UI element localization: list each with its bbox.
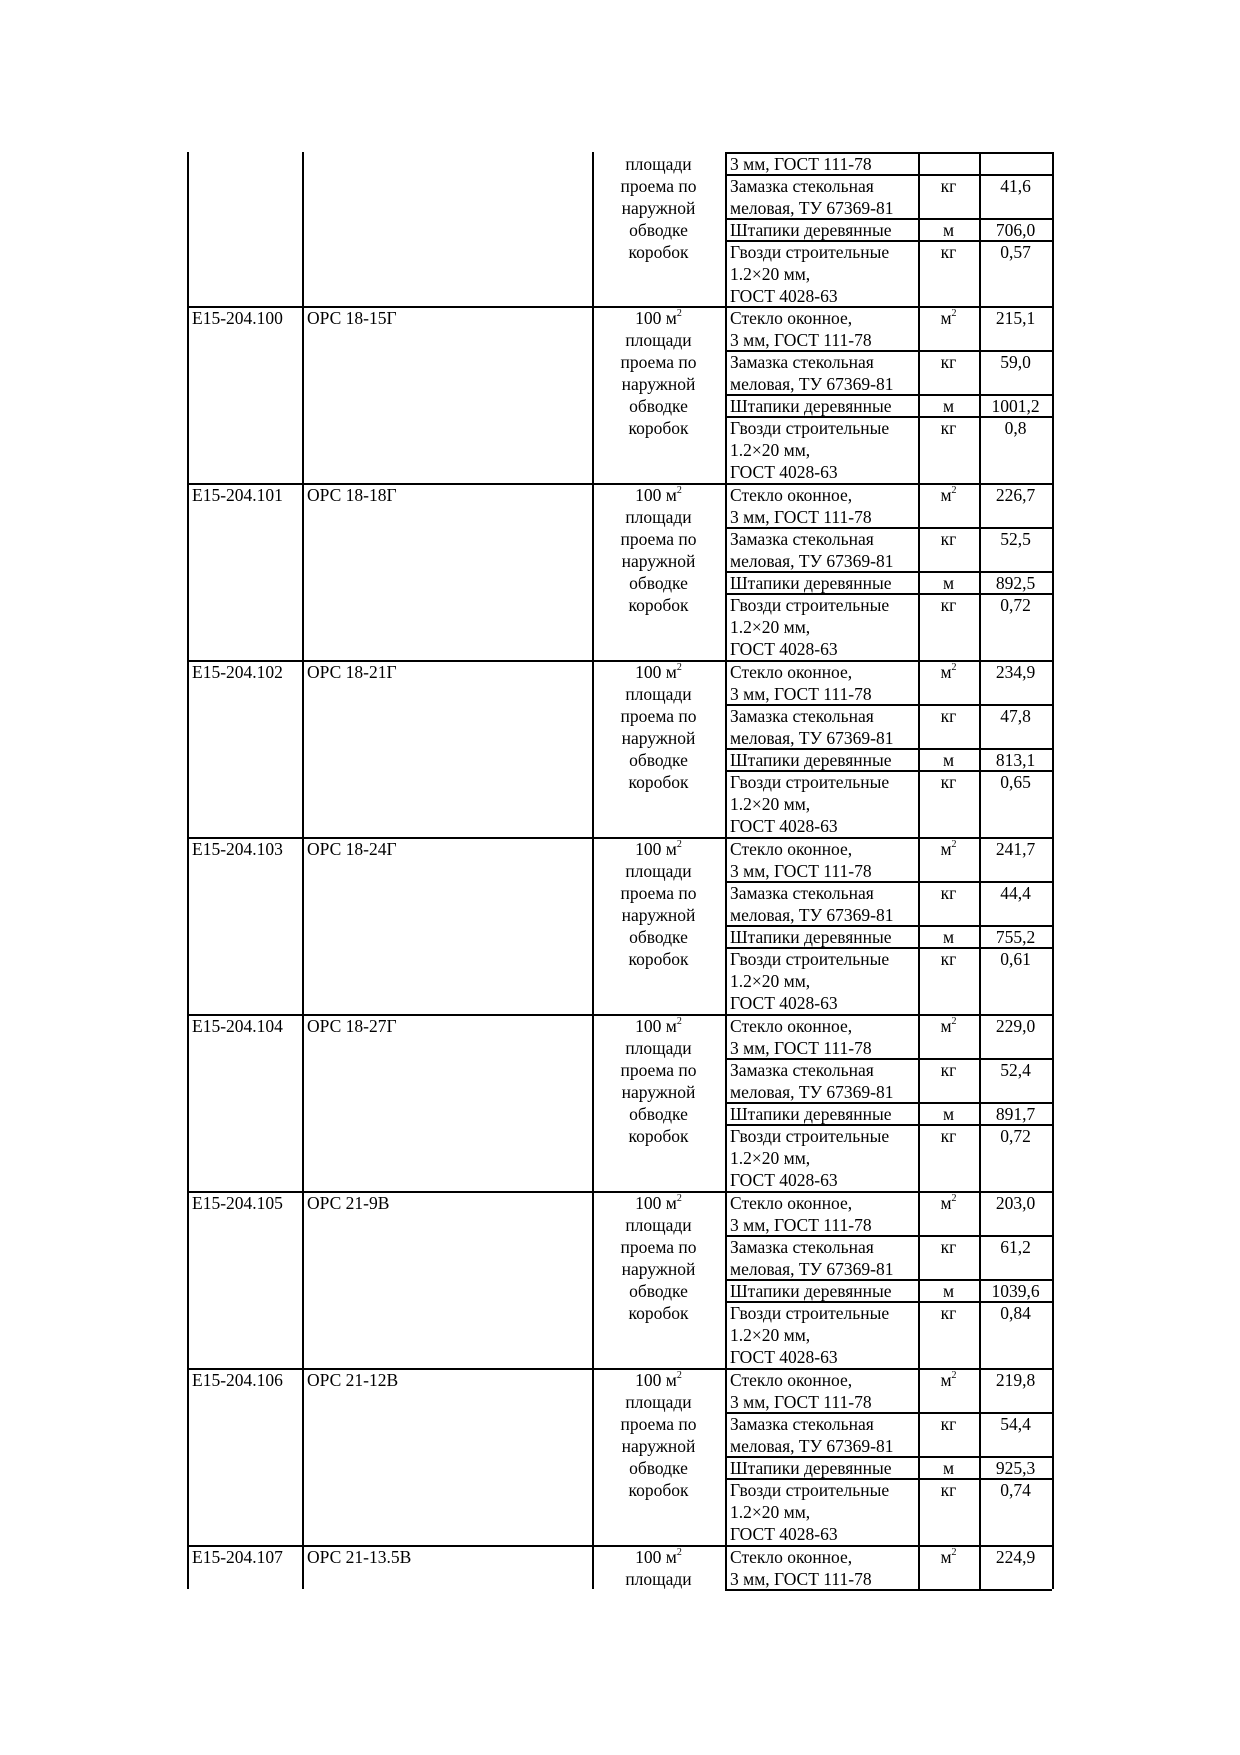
column-border	[725, 152, 727, 1589]
unit-cell-text: обводке	[629, 573, 688, 593]
norm-name: ОРС 18-27Г	[307, 1016, 397, 1036]
unit-of-measure: м	[942, 573, 955, 593]
unit-of-measure: кг	[940, 949, 957, 969]
material-name: Штапики деревянные	[730, 1458, 892, 1478]
unit-cell-text: проема по	[620, 352, 697, 372]
material-name: Гвозди строительные	[730, 1303, 890, 1323]
quantity-value: 0,84	[1000, 1303, 1031, 1323]
unit-cell-text: проема по	[620, 529, 697, 549]
unit-cell-text: наружной	[621, 374, 696, 394]
unit-cell-text-superscript: 2	[676, 839, 682, 851]
unit-cell-text: обводке	[629, 1281, 688, 1301]
norm-name: ОРС 18-18Г	[307, 485, 397, 505]
material-name: ГОСТ 4028-63	[730, 816, 838, 836]
unit-of-measure: м	[942, 927, 955, 947]
unit-of-measure: м	[942, 1458, 955, 1478]
unit-of-measure: кг	[940, 1126, 957, 1146]
material-name: Штапики деревянные	[730, 396, 892, 416]
unit-of-measure: $м^2$	[940, 1193, 957, 1213]
material-name: Гвозди строительные	[730, 1126, 890, 1146]
unit-of-measure-superscript: 2	[951, 308, 957, 320]
unit-cell-text-superscript: 2	[676, 485, 682, 497]
quantity-value: 0,57	[1000, 242, 1031, 262]
material-name: 3 мм, ГОСТ 111-78	[730, 684, 872, 704]
unit-of-measure: кг	[940, 1414, 957, 1434]
material-row-border	[725, 704, 1052, 706]
norm-name: ОРС 21-13.5В	[307, 1547, 412, 1567]
unit-cell-text-superscript: 2	[676, 1370, 682, 1382]
quantity-value: 925,3	[995, 1458, 1036, 1478]
unit-of-measure: $м^2$	[940, 1016, 957, 1036]
norm-code: Е15-204.107	[192, 1547, 283, 1567]
material-name: ГОСТ 4028-63	[730, 993, 838, 1013]
unit-cell-text: 100 $м^2$	[635, 1547, 682, 1567]
quantity-value: 52,4	[1000, 1060, 1031, 1080]
material-row-border	[725, 881, 1052, 883]
unit-cell-text: обводке	[629, 396, 688, 416]
norm-code: Е15-204.103	[192, 839, 283, 859]
material-row-border	[725, 770, 1052, 772]
unit-of-measure: кг	[940, 1480, 957, 1500]
unit-of-measure: кг	[940, 772, 957, 792]
material-name: Замазка стекольная	[730, 352, 874, 372]
material-name: меловая, ТУ 67369-81	[730, 551, 894, 571]
unit-cell-text: 100 $м^2$	[635, 1193, 682, 1213]
unit-cell-text: площади	[625, 1215, 692, 1235]
unit-of-measure: $м^2$	[940, 662, 957, 682]
column-border	[918, 152, 920, 1589]
unit-cell-text: 100 $м^2$	[635, 1016, 682, 1036]
unit-of-measure: кг	[940, 529, 957, 549]
material-row-border	[725, 1124, 1052, 1126]
unit-cell-text: проема по	[620, 176, 697, 196]
material-name: ГОСТ 4028-63	[730, 1347, 838, 1367]
material-row-border	[725, 350, 1052, 352]
material-row-border	[725, 1456, 1052, 1458]
norm-code: Е15-204.106	[192, 1370, 283, 1390]
material-row-border	[725, 240, 1052, 242]
material-name: Гвозди строительные	[730, 772, 890, 792]
material-row-border	[725, 394, 1052, 396]
material-row-border	[725, 593, 1052, 595]
material-name: Гвозди строительные	[730, 1480, 890, 1500]
material-name: Стекло оконное,	[730, 839, 853, 859]
material-name: меловая, ТУ 67369-81	[730, 905, 894, 925]
unit-of-measure: кг	[940, 883, 957, 903]
unit-of-measure: кг	[940, 352, 957, 372]
unit-cell-text: коробок	[628, 1303, 689, 1323]
unit-cell-text: проема по	[620, 1414, 697, 1434]
unit-cell-text: обводке	[629, 750, 688, 770]
quantity-value: 891,7	[995, 1104, 1036, 1124]
column-border	[979, 152, 981, 1589]
quantity-value: 47,8	[1000, 706, 1031, 726]
material-name: Штапики деревянные	[730, 1281, 892, 1301]
unit-cell-text: площади	[625, 684, 692, 704]
unit-cell-text: проема по	[620, 883, 697, 903]
unit-cell-text: площади	[625, 1038, 692, 1058]
material-name: 3 мм, ГОСТ 111-78	[730, 861, 872, 881]
unit-of-measure: кг	[940, 242, 957, 262]
unit-cell-text: 100 $м^2$	[635, 308, 682, 328]
unit-cell-text: наружной	[621, 1436, 696, 1456]
material-name: Гвозди строительные	[730, 418, 890, 438]
quantity-value: 219,8	[995, 1370, 1036, 1390]
quantity-value: 234,9	[995, 662, 1036, 682]
material-row-border	[725, 571, 1052, 573]
material-name: 1.2×20 мм,	[730, 1502, 811, 1522]
quantity-value: 224,9	[995, 1547, 1036, 1567]
material-row-border	[725, 1478, 1052, 1480]
unit-of-measure: $м^2$	[940, 1370, 957, 1390]
unit-of-measure: $м^2$	[940, 839, 957, 859]
material-name: Штапики деревянные	[730, 927, 892, 947]
unit-cell-text: обводке	[629, 1104, 688, 1124]
material-name: Стекло оконное,	[730, 1193, 853, 1213]
material-name: Стекло оконное,	[730, 662, 853, 682]
quantity-value: 0,74	[1000, 1480, 1031, 1500]
column-border	[1052, 152, 1054, 1589]
unit-of-measure: м	[942, 1104, 955, 1124]
norm-code: Е15-204.104	[192, 1016, 283, 1036]
quantity-value: 706,0	[995, 220, 1036, 240]
unit-of-measure: кг	[940, 1237, 957, 1257]
material-name: меловая, ТУ 67369-81	[730, 1082, 894, 1102]
unit-cell-text: площади	[625, 1569, 692, 1589]
material-row-border	[725, 1412, 1052, 1414]
unit-of-measure-superscript: 2	[951, 1547, 957, 1559]
unit-cell-text: коробок	[628, 418, 689, 438]
quantity-value: 1001,2	[991, 396, 1040, 416]
quantity-value: 229,0	[995, 1016, 1036, 1036]
unit-cell-text: площади	[625, 330, 692, 350]
unit-cell-text: 100 $м^2$	[635, 839, 682, 859]
material-name: ГОСТ 4028-63	[730, 1524, 838, 1544]
quantity-value: 755,2	[995, 927, 1036, 947]
material-name: ГОСТ 4028-63	[730, 286, 838, 306]
material-name: ГОСТ 4028-63	[730, 639, 838, 659]
norm-name: ОРС 18-21Г	[307, 662, 397, 682]
norm-name: ОРС 21-9В	[307, 1193, 390, 1213]
unit-cell-text: наружной	[621, 728, 696, 748]
material-name: Стекло оконное,	[730, 1370, 853, 1390]
material-row-border	[725, 1235, 1052, 1237]
unit-cell-text: площади	[625, 861, 692, 881]
material-name: Замазка стекольная	[730, 706, 874, 726]
material-name: меловая, ТУ 67369-81	[730, 728, 894, 748]
material-name: Замазка стекольная	[730, 1237, 874, 1257]
quantity-value: 54,4	[1000, 1414, 1031, 1434]
material-name: Гвозди строительные	[730, 949, 890, 969]
material-name: меловая, ТУ 67369-81	[730, 198, 894, 218]
material-row-border	[725, 174, 1052, 176]
material-name: Штапики деревянные	[730, 1104, 892, 1124]
quantity-value: 0,8	[1004, 418, 1027, 438]
unit-cell-text: наружной	[621, 551, 696, 571]
unit-of-measure-superscript: 2	[951, 662, 957, 674]
material-name: Замазка стекольная	[730, 529, 874, 549]
unit-cell-text: коробок	[628, 242, 689, 262]
unit-of-measure-superscript: 2	[951, 839, 957, 851]
material-name: Замазка стекольная	[730, 883, 874, 903]
unit-cell-text: обводке	[629, 927, 688, 947]
material-row-border	[725, 1102, 1052, 1104]
material-row-border	[725, 1279, 1052, 1281]
unit-cell-text-superscript: 2	[676, 308, 682, 320]
material-row-border	[725, 748, 1052, 750]
unit-cell-text: площади	[625, 507, 692, 527]
material-name: 1.2×20 мм,	[730, 617, 811, 637]
norm-name: ОРС 18-15Г	[307, 308, 397, 328]
quantity-value: 203,0	[995, 1193, 1036, 1213]
material-name: Стекло оконное,	[730, 485, 853, 505]
quantity-value: 0,72	[1000, 595, 1031, 615]
unit-of-measure-superscript: 2	[951, 485, 957, 497]
norm-code: Е15-204.101	[192, 485, 283, 505]
quantity-value: 52,5	[1000, 529, 1031, 549]
unit-of-measure: м	[942, 1281, 955, 1301]
unit-of-measure: $м^2$	[940, 485, 957, 505]
unit-of-measure: кг	[940, 595, 957, 615]
norm-code: Е15-204.100	[192, 308, 283, 328]
unit-of-measure: кг	[940, 176, 957, 196]
material-name: 1.2×20 мм,	[730, 1148, 811, 1168]
unit-cell-text: площади	[625, 154, 692, 174]
unit-cell-text: наружной	[621, 198, 696, 218]
unit-cell-text: проема по	[620, 1060, 697, 1080]
material-row-border	[725, 947, 1052, 949]
unit-cell-text: проема по	[620, 1237, 697, 1257]
quantity-value: 215,1	[995, 308, 1036, 328]
quantity-value: 0,65	[1000, 772, 1031, 792]
material-name: 3 мм, ГОСТ 111-78	[730, 1038, 872, 1058]
quantity-value: 0,72	[1000, 1126, 1031, 1146]
unit-cell-text: коробок	[628, 1126, 689, 1146]
material-name: Замазка стекольная	[730, 176, 874, 196]
material-name: Стекло оконное,	[730, 308, 853, 328]
quantity-value: 813,1	[995, 750, 1036, 770]
material-row-border	[725, 1058, 1052, 1060]
norm-name: ОРС 18-24Г	[307, 839, 397, 859]
unit-cell-text: коробок	[628, 595, 689, 615]
unit-cell-text: 100 $м^2$	[635, 662, 682, 682]
unit-of-measure: кг	[940, 418, 957, 438]
unit-of-measure: $м^2$	[940, 1547, 957, 1567]
unit-cell-text: наружной	[621, 905, 696, 925]
column-border	[592, 152, 594, 1589]
material-name: Штапики деревянные	[730, 750, 892, 770]
unit-of-measure: кг	[940, 706, 957, 726]
material-name: Гвозди строительные	[730, 595, 890, 615]
material-name: Штапики деревянные	[730, 220, 892, 240]
unit-cell-text: обводке	[629, 220, 688, 240]
material-row-border	[725, 416, 1052, 418]
unit-cell-text-superscript: 2	[676, 1193, 682, 1205]
unit-cell-text: 100 $м^2$	[635, 1370, 682, 1390]
material-name: 1.2×20 мм,	[730, 1325, 811, 1345]
quantity-value: 41,6	[1000, 176, 1031, 196]
unit-of-measure: м	[942, 396, 955, 416]
column-border	[302, 152, 304, 1589]
material-row-border	[725, 218, 1052, 220]
quantity-value: 61,2	[1000, 1237, 1031, 1257]
material-name: 3 мм, ГОСТ 111-78	[730, 330, 872, 350]
unit-cell-text: коробок	[628, 949, 689, 969]
material-name: меловая, ТУ 67369-81	[730, 374, 894, 394]
unit-cell-text-superscript: 2	[676, 662, 682, 674]
material-name: Замазка стекольная	[730, 1414, 874, 1434]
quantity-value: 892,5	[995, 573, 1036, 593]
unit-cell-text: наружной	[621, 1082, 696, 1102]
quantity-value: 1039,6	[991, 1281, 1040, 1301]
norm-name: ОРС 21-12В	[307, 1370, 399, 1390]
norm-code: Е15-204.105	[192, 1193, 283, 1213]
column-border	[187, 152, 189, 1589]
material-name: 3 мм, ГОСТ 111-78	[730, 1215, 872, 1235]
quantity-value: 44,4	[1000, 883, 1031, 903]
material-name: 1.2×20 мм,	[730, 971, 811, 991]
unit-cell-text: проема по	[620, 706, 697, 726]
material-name: 3 мм, ГОСТ 111-78	[730, 1569, 872, 1589]
quantity-value: 241,7	[995, 839, 1036, 859]
material-name: 3 мм, ГОСТ 111-78	[730, 507, 872, 527]
material-name: ГОСТ 4028-63	[730, 1170, 838, 1190]
unit-cell-text-superscript: 2	[676, 1016, 682, 1028]
unit-of-measure: м	[942, 750, 955, 770]
unit-cell-text-superscript: 2	[676, 1547, 682, 1559]
unit-of-measure: м	[942, 220, 955, 240]
unit-of-measure: кг	[940, 1060, 957, 1080]
unit-of-measure-superscript: 2	[951, 1193, 957, 1205]
material-name: 1.2×20 мм,	[730, 440, 811, 460]
unit-cell-text: площади	[625, 1392, 692, 1412]
material-row-border	[725, 925, 1052, 927]
material-name: 3 мм, ГОСТ 111-78	[730, 1392, 872, 1412]
material-name: меловая, ТУ 67369-81	[730, 1436, 894, 1456]
unit-cell-text: коробок	[628, 1480, 689, 1500]
material-name: 1.2×20 мм,	[730, 264, 811, 284]
material-name: Гвозди строительные	[730, 242, 890, 262]
material-name: 1.2×20 мм,	[730, 794, 811, 814]
unit-cell-text: 100 $м^2$	[635, 485, 682, 505]
unit-cell-text: обводке	[629, 1458, 688, 1478]
quantity-value: 226,7	[995, 485, 1036, 505]
unit-of-measure: кг	[940, 1303, 957, 1323]
unit-of-measure-superscript: 2	[951, 1016, 957, 1028]
unit-cell-text: коробок	[628, 772, 689, 792]
quantity-value: 59,0	[1000, 352, 1031, 372]
material-name: Замазка стекольная	[730, 1060, 874, 1080]
material-name: 3 мм, ГОСТ 111-78	[730, 154, 872, 174]
material-row-border	[725, 1301, 1052, 1303]
material-name: меловая, ТУ 67369-81	[730, 1259, 894, 1279]
unit-of-measure: $м^2$	[940, 308, 957, 328]
material-name: Штапики деревянные	[730, 573, 892, 593]
unit-of-measure-superscript: 2	[951, 1370, 957, 1382]
material-name: Стекло оконное,	[730, 1016, 853, 1036]
material-row-border	[725, 152, 1052, 154]
material-row-border	[725, 1589, 1052, 1591]
material-name: ГОСТ 4028-63	[730, 462, 838, 482]
unit-cell-text: наружной	[621, 1259, 696, 1279]
material-name: Стекло оконное,	[730, 1547, 853, 1567]
quantity-value: 0,61	[1000, 949, 1031, 969]
material-row-border	[725, 527, 1052, 529]
norm-code: Е15-204.102	[192, 662, 283, 682]
